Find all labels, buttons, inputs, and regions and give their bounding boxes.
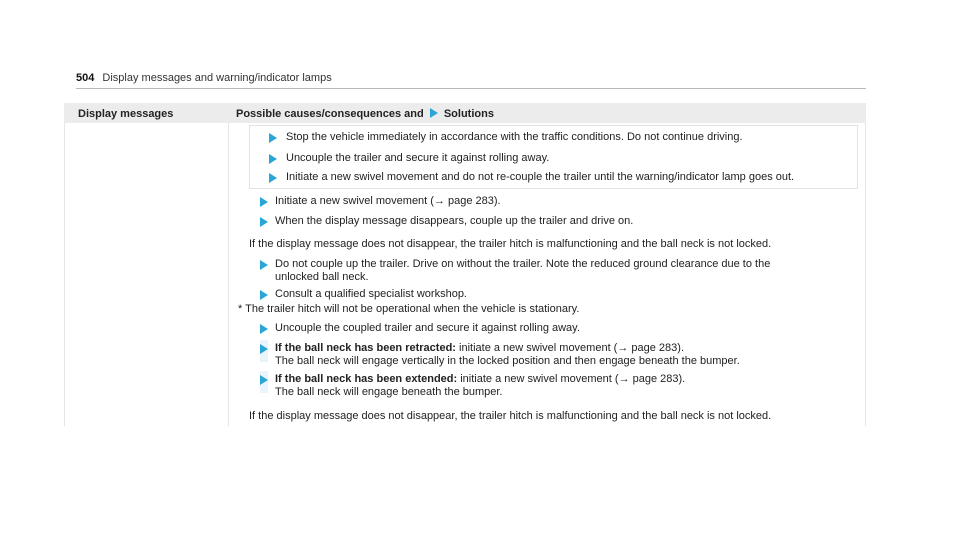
column-header-display-messages: Display messages <box>78 108 174 120</box>
page-header-title: Display messages and warning/indicator lamps <box>102 72 332 84</box>
page-header <box>76 72 866 89</box>
condition-text: initiate a new swivel movement (→ page 283). <box>457 373 686 385</box>
step-arrow-icon <box>260 324 268 334</box>
step-consult-specialist: Consult a qualified specialist workshop. <box>275 288 467 300</box>
step-couple-up: When the display message disappears, couple up the trailer and drive on. <box>275 215 634 227</box>
box-step-1: Stop the vehicle immediately in accordance with the traffic conditions. Do not continue driving. <box>286 131 743 143</box>
step-ball-neck-retracted-detail: The ball neck will engage vertically in the locked position and then engage beneath the bumper. <box>275 355 740 367</box>
box-step-2: Uncouple the trailer and secure it against rolling away. <box>286 152 550 164</box>
column-header-solutions-label: Solutions <box>443 108 494 120</box>
table-border-left <box>64 123 65 426</box>
condition-label: If the ball neck has been retracted: <box>275 342 456 354</box>
condition-text: initiate a new swivel movement (→ page 283). <box>455 342 685 354</box>
step-arrow-icon <box>269 133 277 143</box>
column-header-causes-label: Possible causes/consequences and <box>236 108 424 120</box>
step-ball-neck-retracted <box>275 341 684 355</box>
step-arrow-icon <box>260 260 268 270</box>
step-ball-neck-extended <box>275 372 685 386</box>
condition-label: If the ball neck has been extended: <box>275 373 458 385</box>
step-do-not-couple-line-1: Do not couple up the trailer. Drive on without the trailer. Note the reduced ground clearance due to the <box>275 258 771 270</box>
step-do-not-couple-line-2: unlocked ball neck. <box>275 271 369 283</box>
page-number: 504 <box>76 72 95 84</box>
display-messages-table <box>64 103 866 426</box>
step-initiate-swivel: Initiate a new swivel movement (→ page 283). <box>275 195 501 207</box>
step-arrow-icon <box>260 344 268 354</box>
solution-arrow-icon <box>430 108 438 118</box>
paragraph-malfunction-1: If the display message does not disappear, the trailer hitch is malfunctioning and the ball neck is not locked. <box>249 238 772 250</box>
step-arrow-icon <box>260 217 268 227</box>
table-column-divider <box>228 123 229 426</box>
step-arrow-icon <box>260 197 268 207</box>
step-uncouple-coupled: Uncouple the coupled trailer and secure it against rolling away. <box>275 322 580 334</box>
step-arrow-icon <box>269 154 277 164</box>
box-step-3: Initiate a new swivel movement and do not re-couple the trailer until the warning/indicator lamp goes out. <box>286 171 795 183</box>
step-ball-neck-extended-detail: The ball neck will engage beneath the bumper. <box>275 386 503 398</box>
table-header <box>64 103 866 123</box>
paragraph-malfunction-2: If the display message does not disappear, the trailer hitch is malfunctioning and the ball neck is not locked. <box>249 410 772 422</box>
column-header-causes-solutions <box>236 108 494 120</box>
step-arrow-icon <box>260 375 268 385</box>
step-arrow-icon <box>260 290 268 300</box>
table-border-right <box>865 123 866 426</box>
footnote: * The trailer hitch will not be operational when the vehicle is stationary. <box>238 303 580 315</box>
step-arrow-icon <box>269 173 277 183</box>
